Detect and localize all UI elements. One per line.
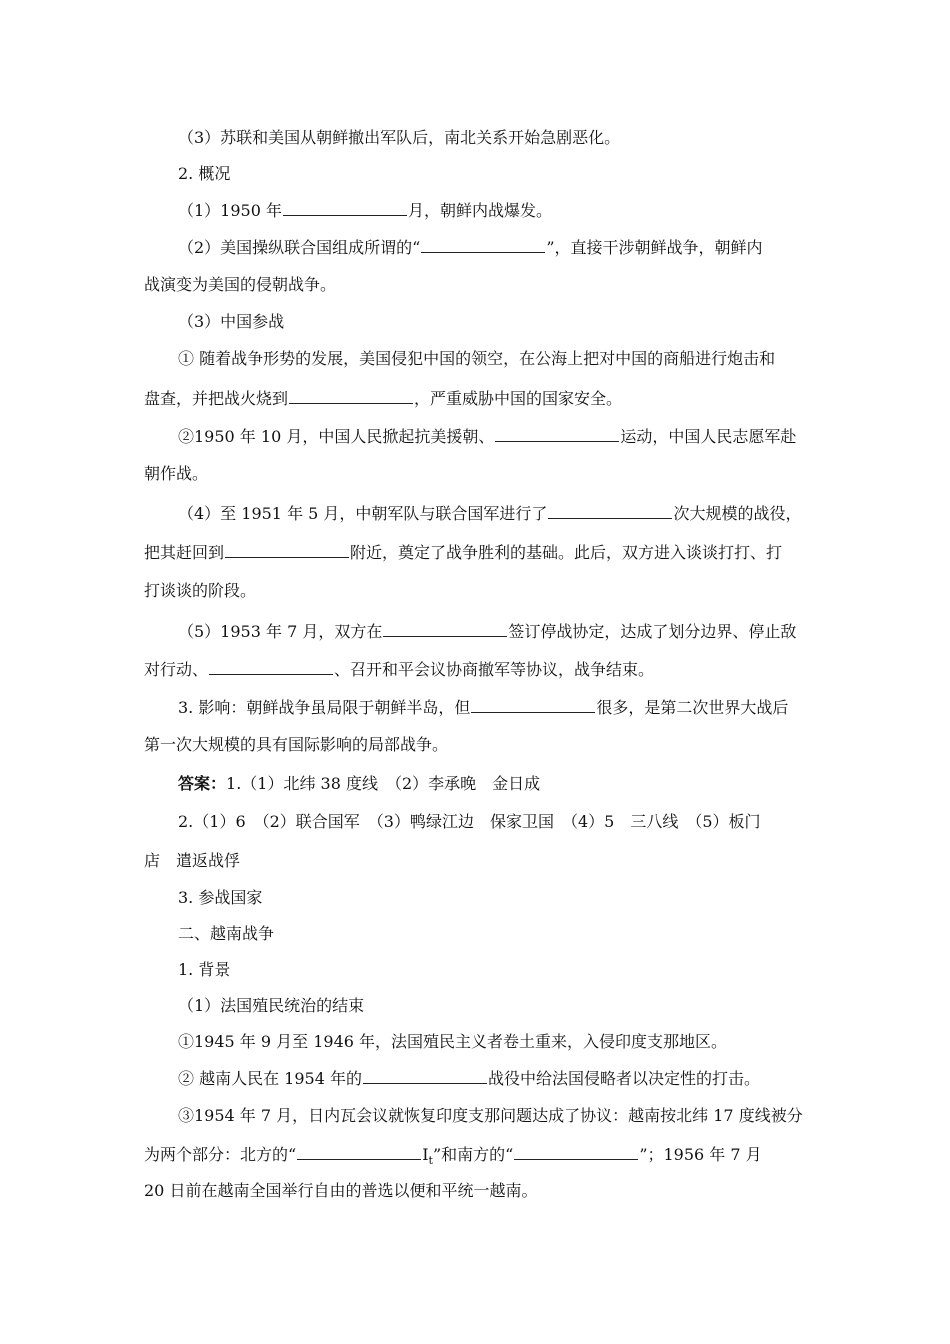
text: （1）法国殖民统治的结束 <box>178 996 365 1015</box>
fill-blank <box>548 503 672 519</box>
text: 战演变为美国的侵朝战争。 <box>144 275 337 294</box>
paragraph-line <box>178 503 812 525</box>
fill-blank <box>283 200 407 216</box>
fill-blank <box>471 697 595 713</box>
paragraph-line <box>144 388 812 410</box>
text: （2）美国操纵联合国组成所谓的“ <box>178 238 421 257</box>
text: ②1950 年 10 月，中国人民掀起抗美援朝、 <box>178 427 495 446</box>
text: 打谈谈的阶段。 <box>144 581 257 600</box>
text: 店 遣返战俘 <box>144 851 241 870</box>
paragraph-line <box>178 1106 812 1128</box>
text: 3. 影响：朝鲜战争虽局限于朝鲜半岛，但 <box>178 698 471 717</box>
text: ”和南方的“ <box>432 1145 514 1164</box>
text: 月，朝鲜内战爆发。 <box>408 201 553 220</box>
text: 盘查，并把战火烧到 <box>144 389 289 408</box>
text: （3）苏联和美国从朝鲜撤出军队后，南北关系开始急剧恶化。 <box>178 128 621 147</box>
text: ”；1956 年 7 月 <box>639 1145 762 1164</box>
paragraph-line <box>144 1181 812 1203</box>
paragraph-line <box>144 464 812 486</box>
paragraph-line <box>178 621 812 643</box>
paragraph-line <box>144 735 812 757</box>
fill-blank <box>514 1144 638 1160</box>
paragraph-line <box>178 312 812 334</box>
text: （5）1953 年 7 月，双方在 <box>178 622 383 641</box>
answer-line <box>178 774 812 796</box>
paragraph-line <box>178 1068 812 1090</box>
answer-line <box>144 851 812 873</box>
text: （4）至 1951 年 5 月，中朝军队与联合国军进行了 <box>178 504 548 523</box>
text: 附近，奠定了战争胜利的基础。此后，双方进入谈谈打打、打 <box>350 543 783 562</box>
fill-blank <box>209 659 333 675</box>
text: 对行动、 <box>144 660 209 679</box>
paragraph-line <box>178 697 812 719</box>
text: ③1954 年 7 月，日内瓦会议就恢复印度支那问题达成了协议：越南按北纬 17 度线被分 <box>178 1106 803 1125</box>
text: 3. 参战国家 <box>178 888 263 907</box>
text: 1. 背景 <box>178 960 231 979</box>
text: 把其赶回到 <box>144 543 225 562</box>
text: ① 随着战争形势的发展，美国侵犯中国的领空，在公海上把对中国的商船进行炮击和 <box>178 349 776 368</box>
paragraph-line <box>178 426 812 448</box>
text: 2.（1）6 （2）联合国军 （3）鸭绿江边 保家卫国 （4）5 三八线 （5）板门 <box>178 812 761 831</box>
paragraph-line <box>178 128 812 150</box>
paragraph-line <box>178 237 812 259</box>
answer-label: 答案： <box>178 774 227 793</box>
section-heading <box>178 960 812 982</box>
text: 战役中给法国侵略者以决定性的打击。 <box>487 1069 760 1088</box>
section-heading <box>178 164 812 186</box>
text: 2. 概况 <box>178 164 231 183</box>
text: 次大规模的战役， <box>673 504 802 523</box>
text: 签订停战协定，达成了划分边界、停止敌 <box>508 622 797 641</box>
text: ，严重威胁中国的国家安全。 <box>414 389 623 408</box>
paragraph-line <box>178 200 812 222</box>
paragraph-line <box>178 888 812 910</box>
text: 为两个部分：北方的“ <box>144 1145 297 1164</box>
text: 、召开和平会议协商撤军等协议，战争结束。 <box>334 660 655 679</box>
text: 1.（1）北纬 38 度线 （2）李承晚 金日成 <box>226 774 541 793</box>
text: 二、越南战争 <box>178 924 275 943</box>
paragraph-line <box>178 1032 812 1054</box>
paragraph-line <box>178 996 812 1018</box>
fill-blank <box>421 237 545 253</box>
text: t <box>428 1154 433 1167</box>
section-heading <box>178 924 812 946</box>
text: 朝作战。 <box>144 464 209 483</box>
paragraph-line <box>144 581 812 603</box>
paragraph-line <box>144 659 812 681</box>
fill-blank <box>297 1144 421 1160</box>
fill-blank <box>289 388 413 404</box>
paragraph-line <box>144 542 812 564</box>
fill-blank <box>495 426 619 442</box>
text: （1）1950 年 <box>178 201 282 220</box>
text: ”，直接干涉朝鲜战争，朝鲜内 <box>546 238 763 257</box>
answer-line <box>178 812 812 834</box>
paragraph-line <box>144 275 812 297</box>
text: 20 日前在越南全国举行自由的普选以便和平统一越南。 <box>144 1181 538 1200</box>
text: 运动，中国人民志愿军赴 <box>620 427 797 446</box>
text: （3）中国参战 <box>178 312 285 331</box>
text: ② 越南人民在 1954 年的 <box>178 1069 362 1088</box>
text: 很多，是第二次世界大战后 <box>596 698 789 717</box>
text: 第一次大规模的具有国际影响的局部战争。 <box>144 735 449 754</box>
paragraph-line <box>144 1144 812 1166</box>
paragraph-line <box>178 349 812 371</box>
text: ①1945 年 9 月至 1946 年，法国殖民主义者卷土重来，入侵印度支那地区。 <box>178 1032 728 1051</box>
fill-blank <box>383 621 507 637</box>
fill-blank <box>363 1068 487 1084</box>
fill-blank <box>225 542 349 558</box>
text: I <box>422 1145 429 1164</box>
